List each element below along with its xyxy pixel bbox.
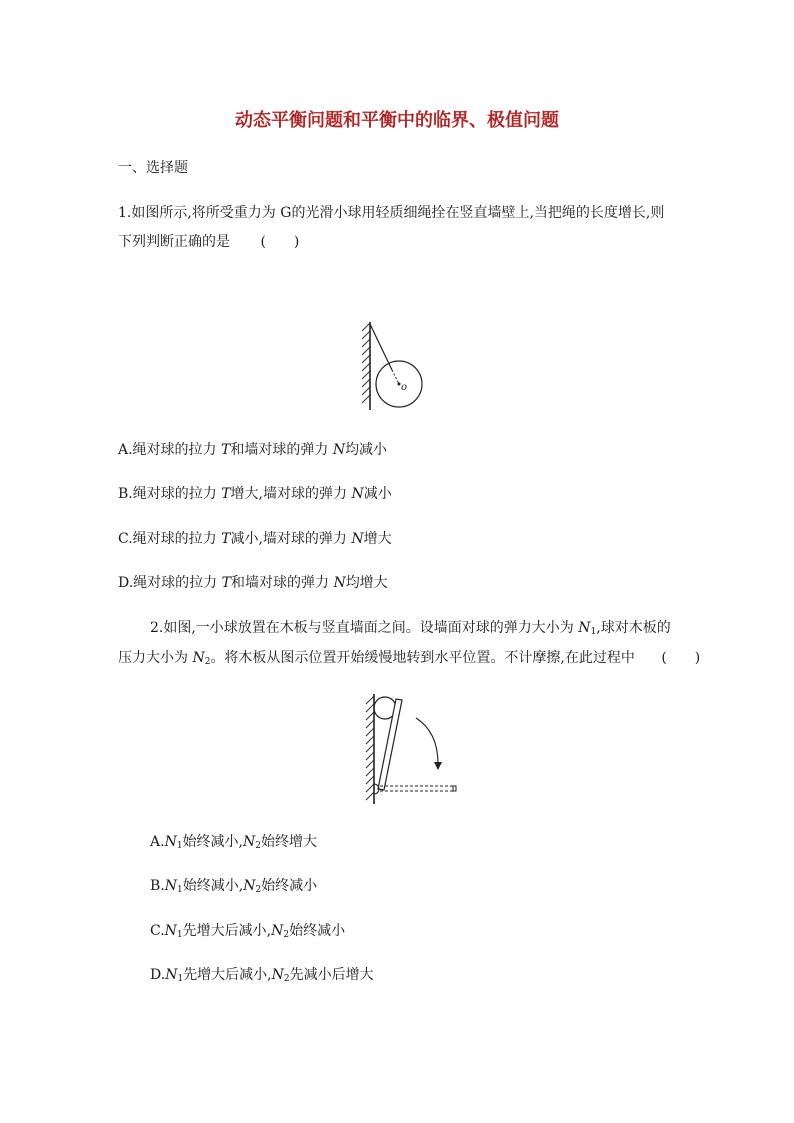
page-title: 动态平衡问题和平衡中的临界、极值问题	[235, 110, 559, 131]
q2-stem-line1: 2.如图,一小球放置在木板与竖直墙面之间。设墙面对球的弹力大小为 $N_1$,球对木板的	[150, 620, 671, 637]
q1-stem-text: 下列判断正确的是	[118, 234, 230, 250]
horizontal-position-end	[453, 786, 456, 791]
q1-option-d[interactable]: D.绳对球的拉力 T和墙对球的弹力 N均增大	[118, 575, 388, 591]
q2-option-c[interactable]: $C.N_1$先增大后减小$,N_2$始终减小	[150, 923, 346, 940]
wall-hatching	[362, 323, 370, 403]
q2-stem-line2: 压力大小为 $N_2$。将木板从图示位置开始缓慢地转到水平位置。不计摩擦,在此过程中 ( )	[118, 650, 701, 667]
q2-answer-blank: ( )	[661, 650, 701, 666]
section-heading: 一、选择题	[118, 160, 188, 176]
q2-option-b[interactable]: $B.N_1$始终减小$,N_2$始终减小	[150, 878, 318, 895]
q1-option-c[interactable]: C.绳对球的拉力 T减小,墙对球的弹力 N增大	[118, 531, 392, 547]
q1-figure	[360, 318, 440, 418]
q2-option-a[interactable]: $A.N_1$始终减小$,N_2$始终增大	[150, 834, 317, 851]
rotation-arrow	[416, 718, 438, 764]
q1-option-a[interactable]: A.绳对球的拉力 T和墙对球的弹力 N均减小	[118, 442, 388, 458]
q1-answer-blank: ( )	[260, 234, 300, 250]
board	[378, 699, 402, 790]
q1-option-b[interactable]: B.绳对球的拉力 T增大,墙对球的弹力 N减小	[118, 486, 392, 502]
rope-extension	[392, 370, 399, 384]
q1-stem-line1: 1.如图所示,将所受重力为 G的光滑小球用轻质细绳拴在竖直墙壁上,当把绳的长度增长,则	[118, 205, 665, 221]
q2-figure	[360, 690, 470, 810]
ball-center-label: o	[401, 382, 408, 393]
wall-hatching	[366, 696, 374, 800]
q2-option-d[interactable]: $D.N_1$先增大后减小$,N_2$先减小后增大	[150, 967, 374, 984]
q1-stem-line2	[118, 232, 299, 252]
rotation-arrow-head	[434, 762, 442, 770]
